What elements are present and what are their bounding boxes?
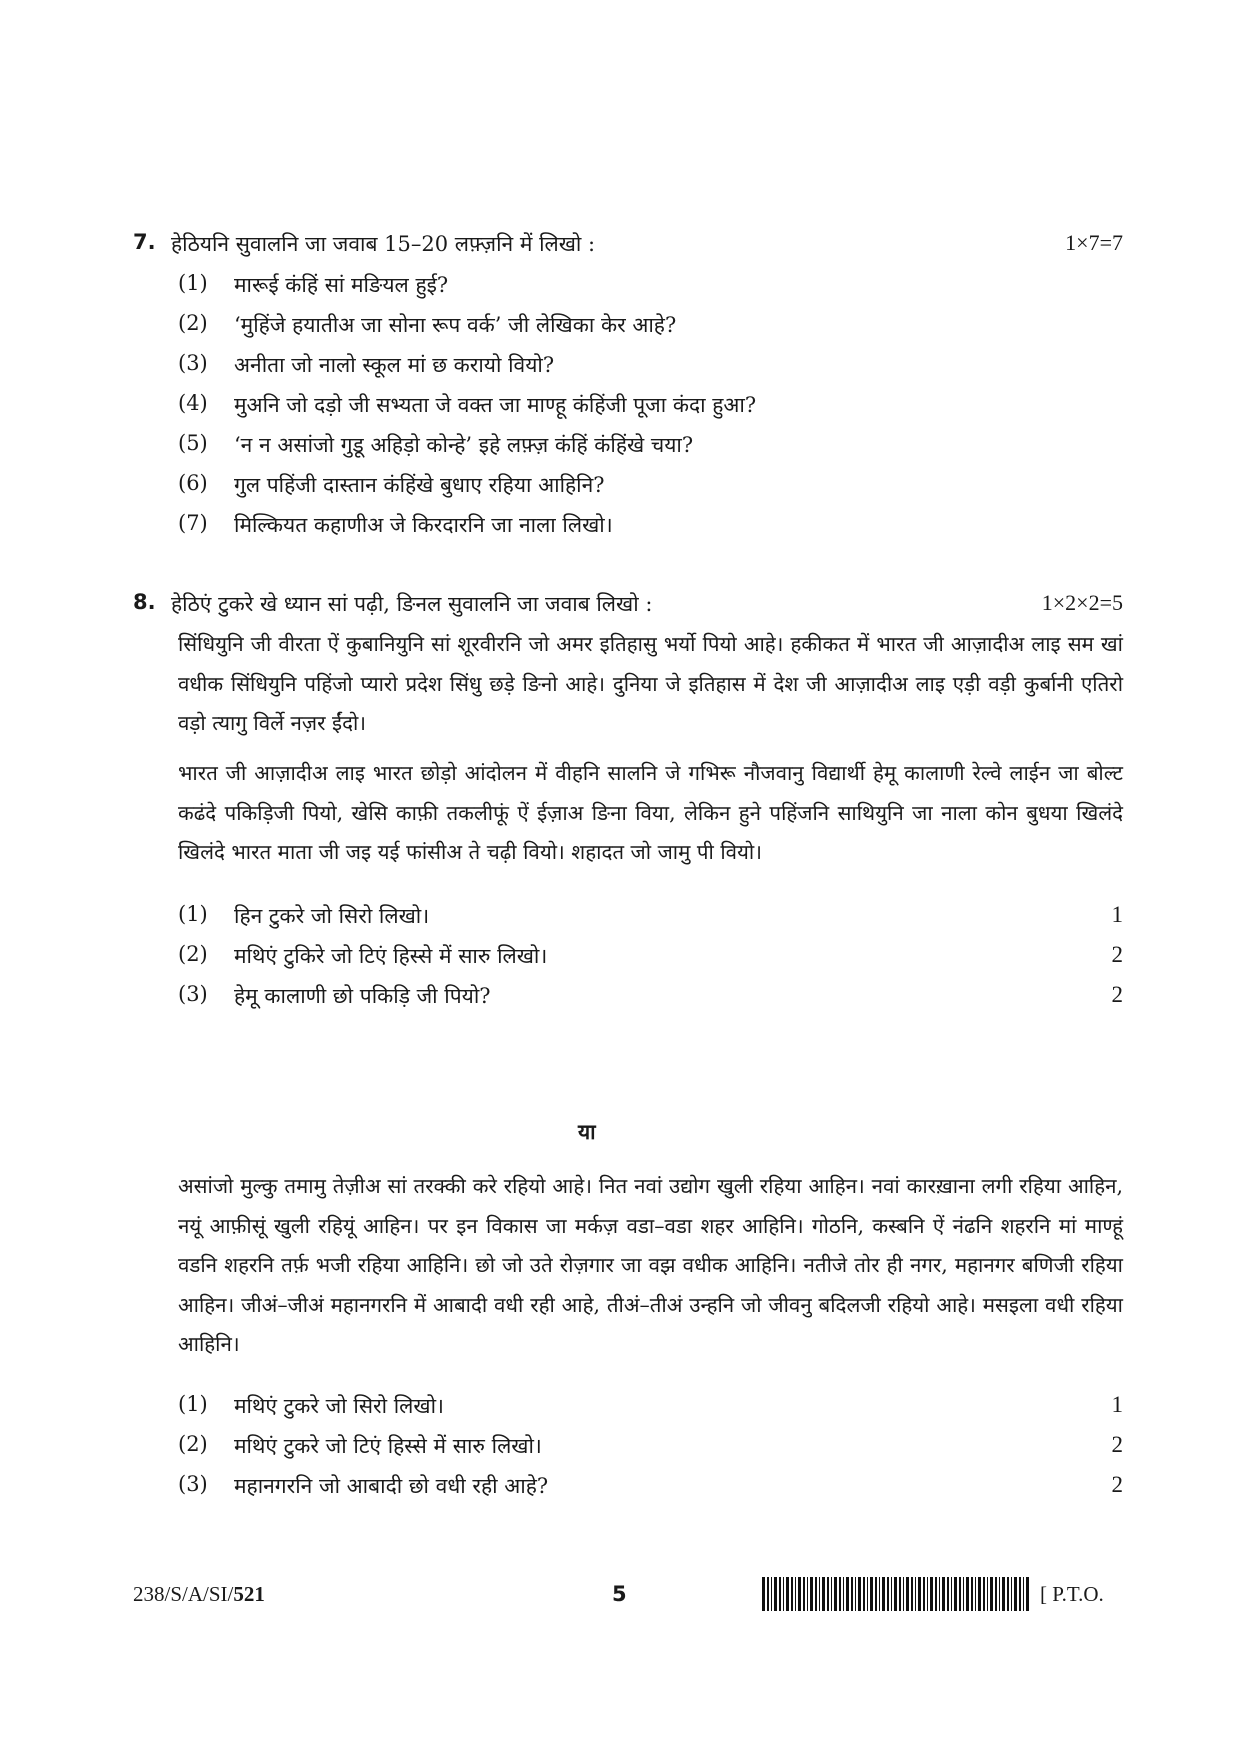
passage-paragraph-1: सिंधियुनि जी वीरता ऐं कुबानियुनि सां शूरवीरनि जो अमर इतिहासु भर्यो पियो आहे। हकीकत में भारत जी आज़ादीअ लाइ सम खां वधीक सिंधियुनि पहिंजो प्यारो प्रदेश सिंधु छड़े ङिनो आहे। दुनिया जे इतिहास में देश जी आज़ादीअ लाइ एड़ी वड़ी कुर्बानी एतिरो वड़ो त्यागु विर्ले नज़र ईंदो। — [178, 632, 1123, 735]
question-prompt: हेठियनि सुवालनि जा जवाब 15–20 लफ़्ज़नि में लिखो : — [171, 232, 596, 256]
item-label: (6) — [178, 471, 208, 495]
item-text: महानगरनि जो आबादी छो वधी रही आहे? — [234, 1474, 549, 1498]
item-marks: 1 — [1111, 1392, 1123, 1417]
question-prompt: हेठिएं टुकरे खे ध्यान सां पढ़ी, ङिनल सुवालनि जा जवाब लिखो : — [171, 592, 653, 616]
item-label: (1) — [178, 1392, 208, 1416]
q8-item-3 — [178, 982, 1123, 1016]
q8-item-1 — [178, 902, 1123, 936]
item-marks: 1 — [1111, 902, 1123, 927]
item-label: (2) — [178, 942, 208, 966]
q7-item-4 — [178, 391, 1123, 425]
item-text: हेमू कालाणी छो पकिड़ि जी पियो? — [234, 984, 491, 1008]
q8-item-2 — [178, 942, 1123, 976]
item-label: (2) — [178, 1432, 208, 1456]
question-marks: 1×7=7 — [1065, 230, 1123, 255]
item-text: ‘न न असांजो गुडू अहिड़ो कोन्हे’ इहे लफ़्ज़ कंहिं कंहिंखे चया? — [234, 433, 694, 457]
passage-paragraph-3: असांजो मुल्कु तमामु तेज़ीअ सां तरक्की करे रहियो आहे। नित नवां उद्योग खुली रहिया आहिन। नवां कारख़ाना लगी रहिया आहिन, नयूं आफ़ीसूं खुली रहियूं आहिन। पर इन विकास जा मर्कज़ वडा–वडा शहर आहिनि। गोठनि, कस्बनि ऐं नंढनि शहरनि मां माण्हूं वडनि शहरनि तर्फ़ भजी रहिया आहिनि। छो जो उते रोज़गार जा वझ वधीक आहिनि। नतीजे तोर ही नगर, महानगर बणिजी रहिया आहिन। जीअं–जीअं महानगरनि में आबादी वधी रही आहे, तीअं–तीअं उन्हनि जो जीवनु बदिलजी रहियो आहे। मसइला वधी रहिया आहिनि। — [178, 1174, 1123, 1356]
item-label: (5) — [178, 431, 208, 455]
q7-item-6 — [178, 471, 1123, 505]
paper-code-prefix: 238/S/A/SI/ — [133, 1582, 234, 1606]
item-marks: 2 — [1111, 1432, 1123, 1457]
question-8-header — [133, 590, 1123, 626]
item-label: (7) — [178, 511, 208, 535]
question-marks: 1×2×2=5 — [1041, 590, 1123, 615]
item-label: (3) — [178, 982, 208, 1006]
item-label: (1) — [178, 902, 208, 926]
item-label: (4) — [178, 391, 208, 415]
item-text: मिल्कियत कहाणीअ जे किरदारनि जा नाला लिखो। — [234, 513, 613, 537]
item-text: मथिएं टुकरे जो टिएं हिस्से में सारु लिखो। — [234, 1434, 542, 1458]
item-label: (3) — [178, 351, 208, 375]
item-text: ‘मुहिंजे हयातीअ जा सोना रूप वर्क’ जी लेखिका केर आहे? — [234, 313, 677, 337]
q7-item-7 — [178, 511, 1123, 545]
barcode-image — [762, 1577, 1032, 1611]
question-7-header — [133, 230, 1123, 266]
q8-alt-item-2 — [178, 1432, 1123, 1466]
item-text: मुअनि जो दड़ो जी सभ्यता जे वक्त जा माण्हू कंहिंजी पूजा कंदा हुआ? — [234, 393, 757, 417]
q8-alt-item-1 — [178, 1392, 1123, 1426]
question-number: 7. — [133, 230, 156, 254]
passage-paragraph-2: भारत जी आज़ादीअ लाइ भारत छोड़ो आंदोलन में वीहनि सालनि जे गभिरू नौजवानु विद्यार्थी हेमू कालाणी रेल्वे लाईन जा बोल्ट कढंदे पकिड़िजी पियो, खेसि काफ़ी तकलीफूं ऐं ईज़ाअ ङिना विया, लेकिन हुने पहिंजनि साथियुनि जा नाला कोन बुधया खिलंदे खिलंदे भारत माता जी जइ यई फांसीअ ते चढ़ी वियो। शहादत जो जामु पी वियो। — [178, 761, 1123, 864]
item-marks: 2 — [1111, 1472, 1123, 1497]
item-label: (2) — [178, 311, 208, 335]
item-label: (1) — [178, 271, 208, 295]
item-text: मथिएं टुकरे जो सिरो लिखो। — [234, 1394, 444, 1418]
item-text: मारूई कंहिं सां मङियल हुई? — [234, 273, 449, 297]
item-text: हिन टुकरे जो सिरो लिखो। — [234, 904, 430, 928]
paper-code — [133, 1582, 265, 1616]
item-label: (3) — [178, 1472, 208, 1496]
q7-item-5 — [178, 431, 1123, 465]
q7-item-3 — [178, 351, 1123, 385]
paper-code-number: 521 — [233, 1582, 265, 1606]
q7-item-2 — [178, 311, 1123, 345]
or-separator: या — [578, 1119, 596, 1144]
item-marks: 2 — [1111, 942, 1123, 967]
pto-label: [ P.T.O. — [1040, 1582, 1104, 1606]
item-text: मथिएं टुकिरे जो टिएं हिस्से में सारु लिखो। — [234, 944, 548, 968]
item-text: अनीता जो नालो स्कूल मां छ करायो वियो? — [234, 353, 555, 377]
item-text: गुल पहिंजी दास्तान कंहिंखे बुधाए रहिया आहिनि? — [234, 473, 605, 497]
item-marks: 2 — [1111, 982, 1123, 1007]
page-number: 5 — [612, 1582, 627, 1606]
q8-alt-item-3 — [178, 1472, 1123, 1506]
q7-item-1 — [178, 271, 1123, 305]
question-number: 8. — [133, 590, 156, 614]
